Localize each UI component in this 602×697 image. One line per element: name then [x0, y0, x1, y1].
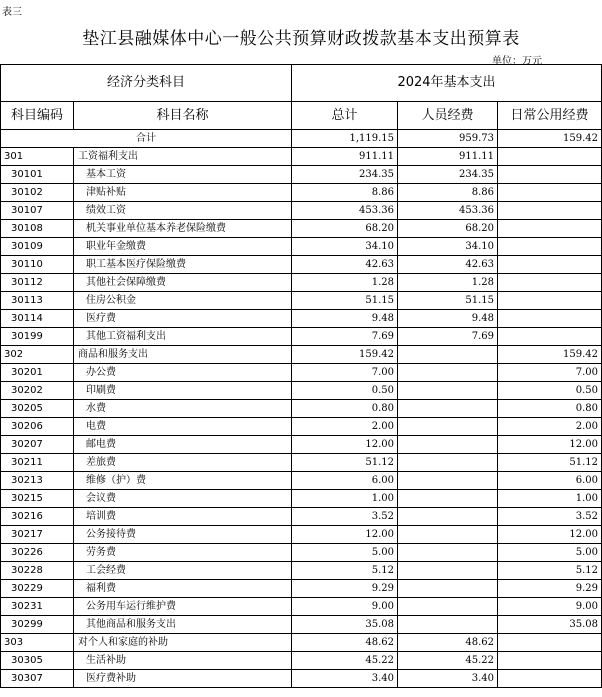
row-code: 30305 — [1, 652, 74, 670]
header-year-group: 2024年基本支出 — [292, 65, 602, 102]
row-personnel: 34.10 — [398, 238, 498, 256]
row-personnel — [398, 526, 498, 544]
row-personnel: 68.20 — [398, 220, 498, 238]
row-code: 303 — [1, 634, 74, 652]
row-code: 30205 — [1, 400, 74, 418]
row-total: 12.00 — [292, 526, 398, 544]
row-code: 30199 — [1, 328, 74, 346]
row-total: 68.20 — [292, 220, 398, 238]
row-personnel — [398, 382, 498, 400]
row-total: 911.11 — [292, 148, 398, 166]
row-code: 30231 — [1, 598, 74, 616]
row-name: 差旅费 — [74, 454, 292, 472]
row-personnel: 45.22 — [398, 652, 498, 670]
row-daily — [498, 274, 602, 292]
table-row — [1, 184, 602, 202]
table-row — [1, 400, 602, 418]
table-row — [1, 580, 602, 598]
row-total: 0.50 — [292, 382, 398, 400]
sheet-label: 表三 — [2, 7, 22, 18]
row-code: 30201 — [1, 364, 74, 382]
row-personnel: 1.28 — [398, 274, 498, 292]
table-row — [1, 364, 602, 382]
row-total: 45.22 — [292, 652, 398, 670]
row-total: 3.52 — [292, 508, 398, 526]
row-code: 30226 — [1, 544, 74, 562]
row-total: 51.15 — [292, 292, 398, 310]
row-name: 绩效工资 — [74, 202, 292, 220]
row-total: 234.35 — [292, 166, 398, 184]
row-name: 公务接待费 — [74, 526, 292, 544]
row-code: 30207 — [1, 436, 74, 454]
table-row — [1, 292, 602, 310]
budget-table — [0, 64, 602, 688]
header-daily: 日常公用经费 — [498, 102, 602, 130]
row-name: 商品和服务支出 — [74, 346, 292, 364]
header-personnel: 人员经费 — [398, 102, 498, 130]
table-row — [1, 418, 602, 436]
row-daily — [498, 292, 602, 310]
table-row — [1, 274, 602, 292]
row-code: 30215 — [1, 490, 74, 508]
total-daily: 159.42 — [498, 130, 602, 148]
row-personnel: 453.36 — [398, 202, 498, 220]
row-daily — [498, 652, 602, 670]
row-personnel: 9.48 — [398, 310, 498, 328]
row-total: 5.00 — [292, 544, 398, 562]
row-daily — [498, 148, 602, 166]
row-name: 水费 — [74, 400, 292, 418]
row-daily — [498, 202, 602, 220]
row-personnel — [398, 346, 498, 364]
row-personnel: 911.11 — [398, 148, 498, 166]
row-total: 1.00 — [292, 490, 398, 508]
row-code: 30107 — [1, 202, 74, 220]
row-code: 30206 — [1, 418, 74, 436]
row-daily: 1.00 — [498, 490, 602, 508]
row-name: 电费 — [74, 418, 292, 436]
row-name: 职业年金缴费 — [74, 238, 292, 256]
table-row — [1, 346, 602, 364]
row-code: 30108 — [1, 220, 74, 238]
row-personnel — [398, 598, 498, 616]
table-row — [1, 616, 602, 634]
row-personnel — [398, 472, 498, 490]
row-code: 30211 — [1, 454, 74, 472]
table-row — [1, 490, 602, 508]
table-row — [1, 382, 602, 400]
row-total: 1.28 — [292, 274, 398, 292]
table-row — [1, 526, 602, 544]
row-total: 7.69 — [292, 328, 398, 346]
row-daily: 7.00 — [498, 364, 602, 382]
row-personnel: 8.86 — [398, 184, 498, 202]
table-row — [1, 670, 602, 688]
row-code: 30202 — [1, 382, 74, 400]
row-daily — [498, 166, 602, 184]
row-total: 3.40 — [292, 670, 398, 688]
row-personnel: 7.69 — [398, 328, 498, 346]
table-row — [1, 202, 602, 220]
row-personnel — [398, 400, 498, 418]
row-code: 301 — [1, 148, 74, 166]
row-total: 12.00 — [292, 436, 398, 454]
row-daily: 9.29 — [498, 580, 602, 598]
row-name: 福利费 — [74, 580, 292, 598]
total-sum: 1,119.15 — [292, 130, 398, 148]
table-row — [1, 508, 602, 526]
row-daily — [498, 238, 602, 256]
row-daily: 51.12 — [498, 454, 602, 472]
table-row — [1, 256, 602, 274]
row-name: 医疗费补助 — [74, 670, 292, 688]
row-total: 2.00 — [292, 418, 398, 436]
row-daily: 5.00 — [498, 544, 602, 562]
row-code: 302 — [1, 346, 74, 364]
row-total: 159.42 — [292, 346, 398, 364]
header-column-row — [1, 102, 602, 130]
row-total: 9.48 — [292, 310, 398, 328]
row-personnel — [398, 562, 498, 580]
row-name: 机关事业单位基本养老保险缴费 — [74, 220, 292, 238]
row-total: 9.00 — [292, 598, 398, 616]
row-daily — [498, 634, 602, 652]
table-row — [1, 544, 602, 562]
row-daily: 6.00 — [498, 472, 602, 490]
table-row — [1, 472, 602, 490]
total-label: 合计 — [1, 130, 292, 148]
row-name: 工资福利支出 — [74, 148, 292, 166]
row-daily: 0.50 — [498, 382, 602, 400]
row-daily: 159.42 — [498, 346, 602, 364]
total-row — [1, 130, 602, 148]
row-code: 30113 — [1, 292, 74, 310]
table-row — [1, 148, 602, 166]
document-title: 垫江县融媒体中心一般公共预算财政拨款基本支出预算表 — [82, 29, 520, 49]
row-total: 0.80 — [292, 400, 398, 418]
row-total: 42.63 — [292, 256, 398, 274]
row-total: 6.00 — [292, 472, 398, 490]
row-daily: 3.52 — [498, 508, 602, 526]
row-daily: 5.12 — [498, 562, 602, 580]
table-row — [1, 310, 602, 328]
row-name: 职工基本医疗保险缴费 — [74, 256, 292, 274]
row-daily: 35.08 — [498, 616, 602, 634]
row-code: 30213 — [1, 472, 74, 490]
table-row — [1, 454, 602, 472]
row-total: 35.08 — [292, 616, 398, 634]
row-total: 5.12 — [292, 562, 398, 580]
row-name: 培训费 — [74, 508, 292, 526]
header-code: 科目编码 — [1, 102, 74, 130]
row-personnel — [398, 418, 498, 436]
row-code: 30102 — [1, 184, 74, 202]
row-total: 7.00 — [292, 364, 398, 382]
row-personnel — [398, 544, 498, 562]
row-personnel — [398, 490, 498, 508]
row-name: 基本工资 — [74, 166, 292, 184]
row-personnel — [398, 580, 498, 598]
row-daily — [498, 220, 602, 238]
row-code: 30299 — [1, 616, 74, 634]
row-name: 印刷费 — [74, 382, 292, 400]
row-daily — [498, 256, 602, 274]
header-econ-group: 经济分类科目 — [1, 65, 292, 102]
row-name: 劳务费 — [74, 544, 292, 562]
row-name: 医疗费 — [74, 310, 292, 328]
table-row — [1, 220, 602, 238]
row-code: 30217 — [1, 526, 74, 544]
row-code: 30216 — [1, 508, 74, 526]
row-name: 公务用车运行维护费 — [74, 598, 292, 616]
row-personnel — [398, 508, 498, 526]
table-row — [1, 328, 602, 346]
row-name: 对个人和家庭的补助 — [74, 634, 292, 652]
total-personnel: 959.73 — [398, 130, 498, 148]
row-name: 邮电费 — [74, 436, 292, 454]
row-name: 工会经费 — [74, 562, 292, 580]
row-code: 30114 — [1, 310, 74, 328]
row-code: 30307 — [1, 670, 74, 688]
row-total: 8.86 — [292, 184, 398, 202]
row-daily — [498, 328, 602, 346]
row-personnel: 3.40 — [398, 670, 498, 688]
row-name: 津贴补贴 — [74, 184, 292, 202]
row-name: 会议费 — [74, 490, 292, 508]
row-name: 维修（护）费 — [74, 472, 292, 490]
row-daily: 12.00 — [498, 526, 602, 544]
row-total: 34.10 — [292, 238, 398, 256]
row-personnel: 51.15 — [398, 292, 498, 310]
row-personnel: 234.35 — [398, 166, 498, 184]
row-personnel — [398, 436, 498, 454]
row-code: 30229 — [1, 580, 74, 598]
row-total: 51.12 — [292, 454, 398, 472]
row-total: 48.62 — [292, 634, 398, 652]
row-code: 30112 — [1, 274, 74, 292]
row-personnel — [398, 364, 498, 382]
row-name: 其他商品和服务支出 — [74, 616, 292, 634]
unit-label: 单位：万元 — [492, 56, 542, 67]
row-daily: 12.00 — [498, 436, 602, 454]
row-personnel: 42.63 — [398, 256, 498, 274]
header-name: 科目名称 — [74, 102, 292, 130]
row-name: 办公费 — [74, 364, 292, 382]
row-daily: 0.80 — [498, 400, 602, 418]
row-name: 其他工资福利支出 — [74, 328, 292, 346]
table-row — [1, 562, 602, 580]
row-personnel: 48.62 — [398, 634, 498, 652]
row-name: 住房公积金 — [74, 292, 292, 310]
table-row — [1, 436, 602, 454]
row-code: 30109 — [1, 238, 74, 256]
header-total: 总计 — [292, 102, 398, 130]
table-row — [1, 238, 602, 256]
row-daily: 2.00 — [498, 418, 602, 436]
row-name: 生活补助 — [74, 652, 292, 670]
row-personnel — [398, 454, 498, 472]
table-row — [1, 634, 602, 652]
row-total: 9.29 — [292, 580, 398, 598]
row-code: 30101 — [1, 166, 74, 184]
table-row — [1, 652, 602, 670]
row-daily — [498, 310, 602, 328]
row-daily: 9.00 — [498, 598, 602, 616]
row-daily — [498, 670, 602, 688]
table-row — [1, 166, 602, 184]
row-code: 30110 — [1, 256, 74, 274]
row-name: 其他社会保障缴费 — [74, 274, 292, 292]
table-row — [1, 598, 602, 616]
row-personnel — [398, 616, 498, 634]
header-group-row — [1, 65, 602, 102]
row-total: 453.36 — [292, 202, 398, 220]
row-code: 30228 — [1, 562, 74, 580]
row-daily — [498, 184, 602, 202]
